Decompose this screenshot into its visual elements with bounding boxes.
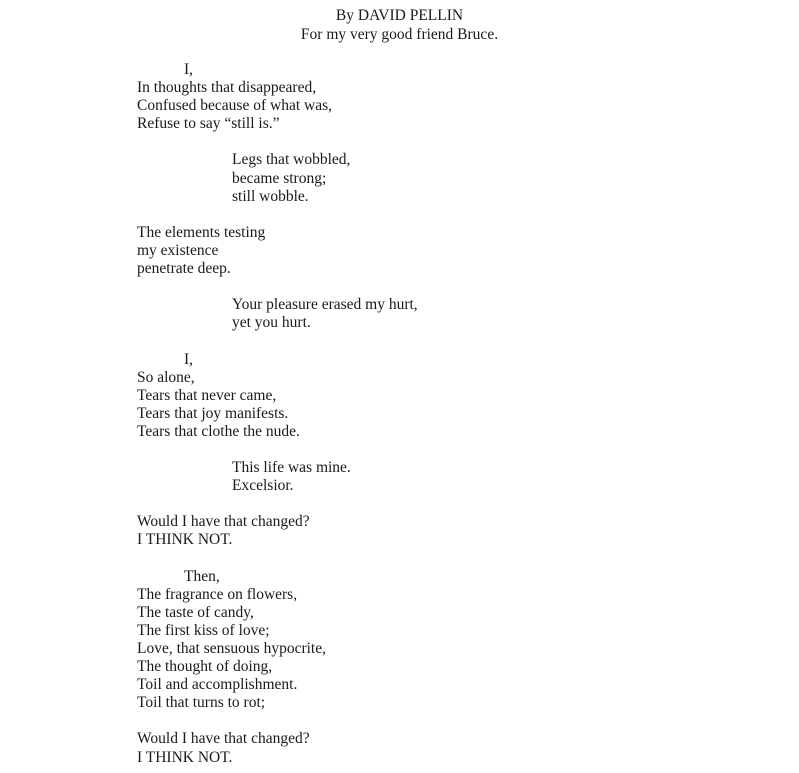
poem-line: The first kiss of love; — [137, 621, 270, 639]
poem-line: Toil and accomplishment. — [137, 676, 298, 694]
poem-line: The elements testing — [137, 223, 266, 241]
stanza — [137, 459, 418, 495]
stanza — [137, 513, 418, 549]
poem-line: Tears that joy manifests. — [137, 404, 289, 422]
poem-line: Confused because of what was, — [137, 97, 332, 115]
poem-line: Would I have that changed? — [137, 513, 310, 531]
poem-line: The thought of doing, — [137, 658, 273, 676]
poem-line: yet you hurt. — [232, 314, 311, 332]
poem-line: Love, that sensuous hypocrite, — [137, 640, 326, 657]
poem-line: Refuse to say “still is.” — [137, 115, 280, 133]
poem-line: In thoughts that disappeared, — [137, 79, 317, 97]
poem-line: The taste of candy, — [137, 603, 254, 621]
poem-line: became strong; — [232, 169, 327, 187]
stanza — [137, 296, 418, 332]
poem-line: The fragrance on flowers, — [137, 585, 298, 603]
byline: By DAVID PELLIN — [335, 7, 464, 24]
poem-header — [0, 6, 799, 44]
stanza — [137, 151, 418, 205]
poem-line: Tears that clothe the nude. — [137, 422, 300, 440]
stanza — [137, 568, 418, 713]
poem-line: Legs that wobbled, — [232, 151, 351, 169]
poem-line: Toil that turns to rot; — [137, 694, 266, 712]
stanza — [137, 224, 418, 278]
poem-line: I THINK NOT. — [137, 748, 233, 766]
poem-line: So alone, — [137, 368, 195, 386]
poem-line: Tears that never came, — [137, 386, 277, 404]
poem-body — [137, 61, 418, 767]
stanza — [137, 730, 418, 766]
poem-line: my existence — [137, 241, 219, 259]
poem-line: Then, — [184, 567, 220, 585]
poem-line: Would I have that changed? — [137, 730, 310, 748]
poem-line: Excelsior. — [232, 477, 294, 495]
stanza — [137, 61, 418, 133]
poem-line: I, — [184, 61, 194, 78]
poem-line: This life was mine. — [232, 459, 351, 477]
stanza — [137, 351, 418, 441]
poem-line: I, — [184, 350, 194, 368]
poem-line: Your pleasure erased my hurt, — [232, 296, 418, 314]
poem-line: still wobble. — [232, 187, 309, 205]
poem-line: penetrate deep. — [137, 260, 231, 278]
dedication: For my very good friend Bruce. — [300, 26, 499, 43]
poem-line: I THINK NOT. — [137, 531, 233, 549]
